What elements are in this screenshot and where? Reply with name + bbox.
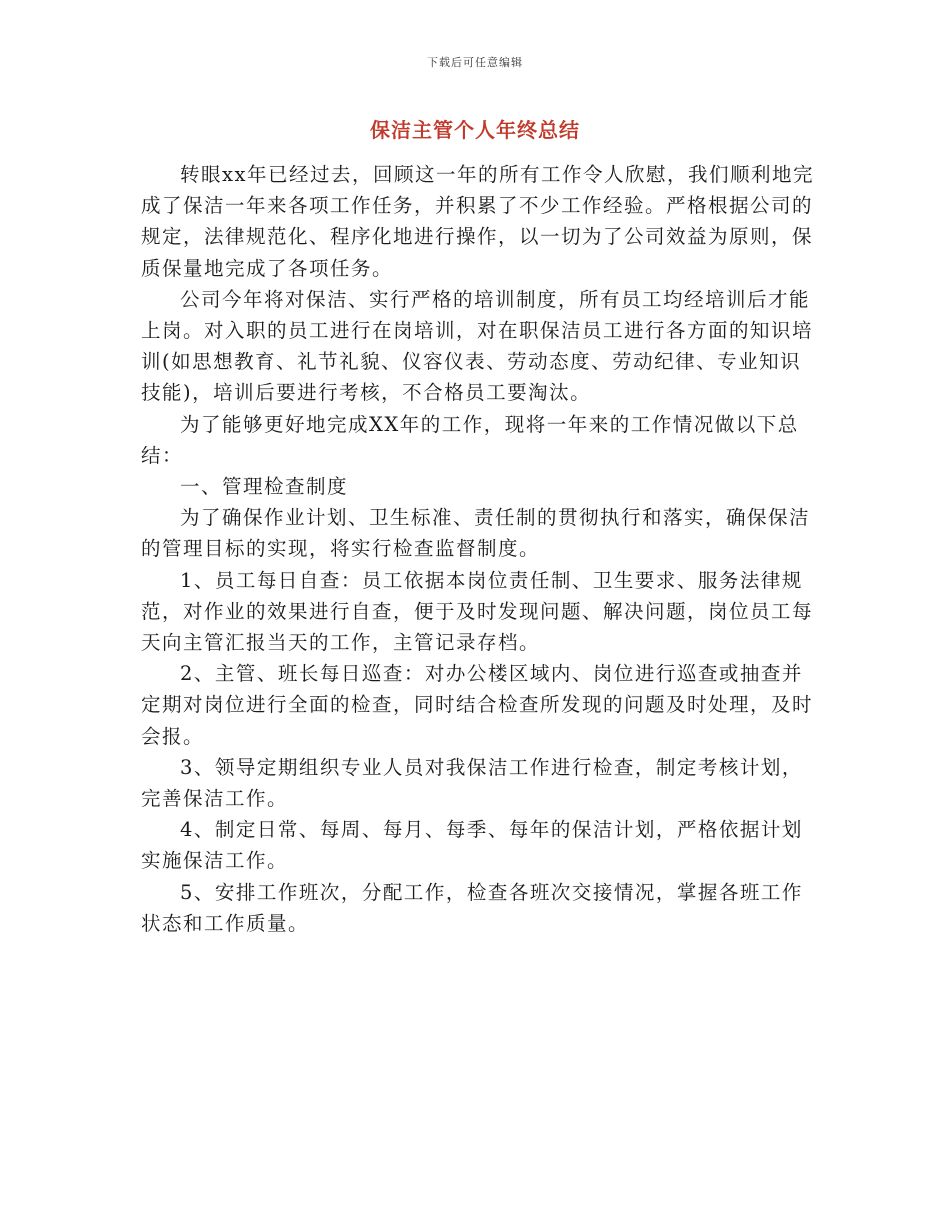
paragraph-intro: 转眼xx年已经过去，回顾这一年的所有工作令人欣慰，我们顺利地完成了保洁一年来各项工作任务，并积累了不少工作经验。严格根据公司的规定，法律规范化、程序化地进行操作，以一切为了公司效益为原则，保质保量地完成了各项任务。 (141, 163, 814, 280)
header-note: 下载后可任意编辑 (427, 56, 523, 69)
paragraph-training: 公司今年将对保洁、实行严格的培训制度，所有员工均经培训后才能上岗。对入职的员工进行在岗培训，对在职保洁员工进行各方面的知识培训(如思想教育、礼节礼貌、仪容仪表、劳动态度、劳动纪律、专业知识技能)，培训后要进行考核，不合格员工要淘汰。 (141, 287, 814, 405)
document-body (141, 159, 817, 939)
list-item: 4、制定日常、每周、每月、每季、每年的保洁计划，严格依据计划实施保洁工作。 (141, 818, 803, 873)
list-item: 1、员工每日自查：员工依据本岗位责任制、卫生要求、服务法律规范，对作业的效果进行自查，便于及时发现问题、解决问题，岗位员工每天向主管汇报当天的工作，主管记录存档。 (141, 568, 814, 655)
list-item: 2、主管、班长每日巡查：对办公楼区域内、岗位进行巡查或抽查并定期对岗位进行全面的检查，同时结合检查所发现的问题及时处理，及时会报。 (141, 662, 814, 748)
section-heading: 一、管理检查制度 (180, 475, 349, 499)
document-title: 保洁主管个人年终总结 (370, 118, 580, 142)
list-item: 5、安排工作班次，分配工作，检查各班次交接情况，掌握各班工作状态和工作质量。 (141, 880, 803, 935)
list-item: 3、领导定期组织专业人员对我保洁工作进行检查，制定考核计划，完善保洁工作。 (141, 755, 803, 811)
paragraph-summary-lead: 为了能够更好地完成XX年的工作，现将一年来的工作情况做以下总结： (141, 412, 799, 467)
paragraph-inspection-purpose: 为了确保作业计划、卫生标准、责任制的贯彻执行和落实，确保保洁的管理目标的实现，将实行检查监督制度。 (141, 506, 811, 561)
